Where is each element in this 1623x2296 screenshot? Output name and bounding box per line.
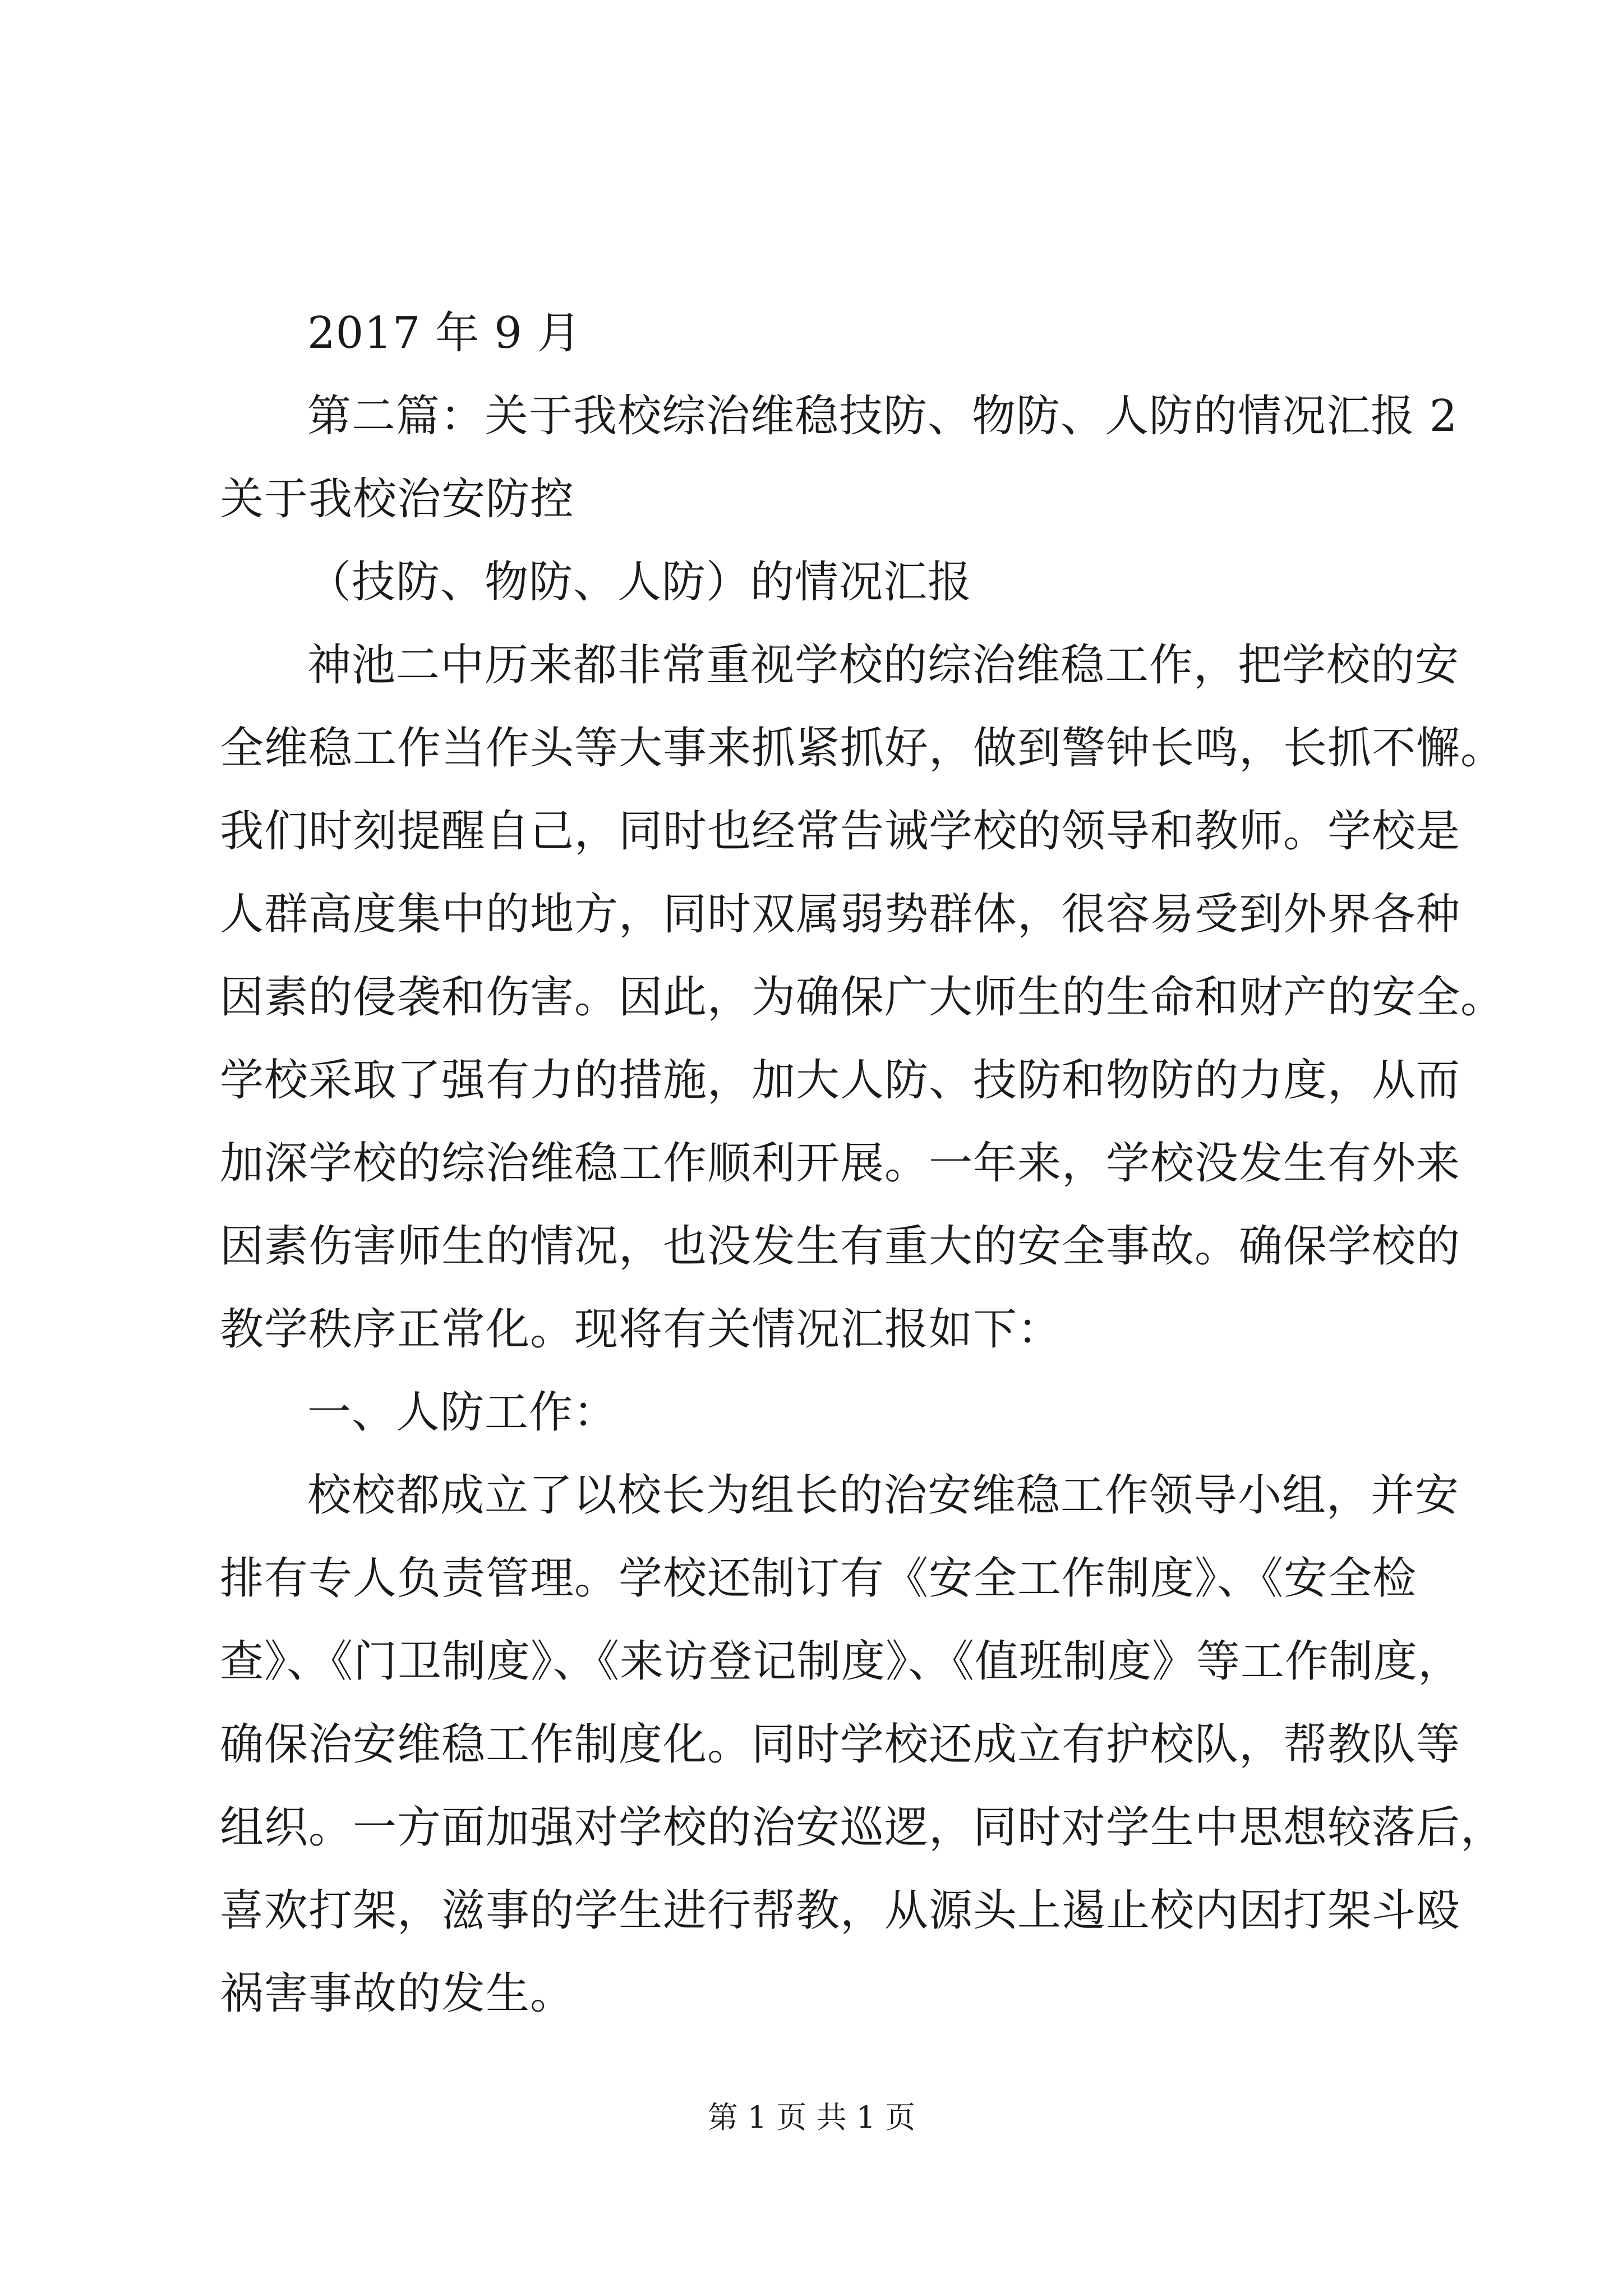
- section-heading-continued: 关于我校治安防控: [220, 474, 575, 524]
- paragraph-line: 因素的侵袭和伤害。因此，为确保广大师生的生命和财产的安全。: [220, 972, 1505, 1023]
- paragraph-line: 查》、《门卫制度》、《来访登记制度》、《值班制度》等工作制度，: [220, 1636, 1463, 1687]
- paragraph-line: 全维稳工作当作头等大事来抓紧抓好，做到警钟长鸣，长抓不懈。: [220, 723, 1505, 774]
- paragraph-line: 校校都成立了以校长为组长的治安维稳工作领导小组，并安: [307, 1470, 1460, 1521]
- report-subtitle: （技防、物防、人防）的情况汇报: [307, 557, 972, 608]
- paragraph-line: 组织。一方面加强对学校的治安巡逻，同时对学生中思想较落后，: [220, 1802, 1505, 1853]
- document-body: [220, 292, 1505, 2035]
- paragraph-line: 因素伤害师生的情况，也没发生有重大的安全事故。确保学校的: [220, 1221, 1461, 1272]
- paragraph-line: 人群高度集中的地方，同时双属弱势群体，很容易受到外界各种: [220, 889, 1461, 940]
- subsection-heading: 一、人防工作：: [307, 1387, 618, 1438]
- page-number-label: 第 1 页 共 1 页: [707, 2100, 916, 2135]
- paragraph-line: 喜欢打架，滋事的学生进行帮教，从源头上遏止校内因打架斗殴: [220, 1885, 1461, 1936]
- page-footer: [0, 2098, 1623, 2137]
- paragraph-line: 祸害事故的发生。: [220, 1968, 575, 2019]
- paragraph-line: 加深学校的综治维稳工作顺利开展。一年来，学校没发生有外来: [220, 1138, 1461, 1189]
- paragraph-line: 教学秩序正常化。现将有关情况汇报如下：: [220, 1304, 1062, 1355]
- paragraph-line: 神池二中历来都非常重视学校的综治维稳工作，把学校的安: [307, 640, 1460, 691]
- paragraph-line: 学校采取了强有力的措施，加大人防、技防和物防的力度，从而: [220, 1055, 1461, 1106]
- paragraph-line: 排有专人负责管理。学校还制订有《安全工作制度》、《安全检: [220, 1553, 1417, 1604]
- date-line: 2017 年 9 月: [307, 308, 582, 358]
- paragraph-line: 我们时刻提醒自己，同时也经常告诫学校的领导和教师。学校是: [220, 806, 1461, 857]
- section-heading: 第二篇：关于我校综治维稳技防、物防、人防的情况汇报 2: [307, 391, 1458, 441]
- paragraph-line: 确保治安维稳工作制度化。同时学校还成立有护校队，帮教队等: [220, 1719, 1461, 1770]
